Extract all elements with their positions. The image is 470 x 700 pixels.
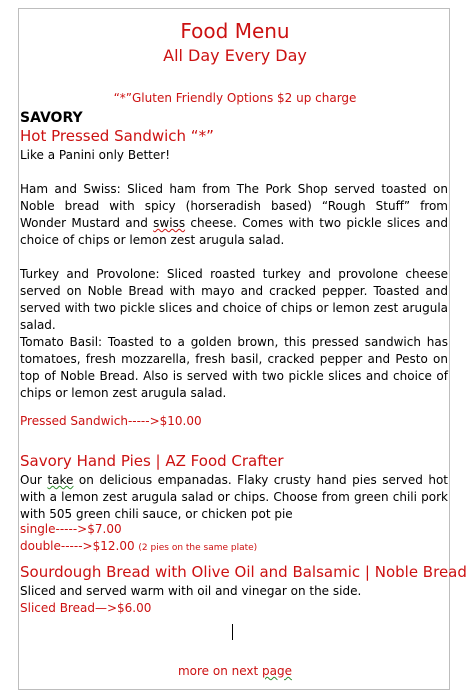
double-price: double----->$12.00 [20,539,135,553]
text-cursor [232,624,233,640]
sourdough-price: Sliced Bread—>$6.00 [20,601,152,615]
menu-title: Food Menu [180,19,290,43]
hand-pies-desc-take: take [47,473,74,487]
double-note: (2 pies on the same plate) [138,543,258,553]
hand-pies-desc-part1: Our [20,473,48,487]
hand-pies-desc-part2: on delicious empanadas. Flaky crusty hand pies served hot with a lemon zest arugula salad or chips. Choose from green chili pork with 505 green chili sauce, or chicken pot pie [20,473,448,521]
ham-desc-part2: cheese. Comes with two pickle slices and choice of chips or lemon zest arugula salad. [20,216,448,247]
tomato-basil-desc: Tomato Basil: Toasted to a golden brown, this pressed sandwich has tomatoes, fresh mozzarella, fresh basil, cracked pepper and Pesto on top of Noble Bread. Also is served with two pickle slices and choice of chips or lemon zest arugula salad. [20,335,448,400]
hand-pies-desc [20,472,448,523]
sourdough-desc: Sliced and served warm with oil and vinegar on the side. [20,584,362,598]
footer-text: more on next [177,664,263,678]
ham-swiss-desc [20,181,448,249]
sandwich-heading: Hot Pressed Sandwich “*” [20,127,214,145]
sandwich-tagline: Like a Panini only Better! [20,148,170,162]
gluten-note: “*”Gluten Friendly Options $2 up charge [113,91,357,105]
menu-subtitle: All Day Every Day [163,46,307,65]
hand-pies-single-price: single----->$7.00 [20,522,122,536]
section-heading-savory: SAVORY [20,110,83,126]
hand-pies-double-price [20,538,448,557]
turkey-provolone-desc: Turkey and Provolone: Sliced roasted turkey and provolone cheese served on Noble Bread with mayo and cracked pepper. Toasted and served with two pickle slices and choice of chips or lemon zest arugula salad. [20,267,448,332]
sourdough-heading: Sourdough Bread with Olive Oil and Balsamic | Noble Bread [20,563,467,581]
sandwich-price: Pressed Sandwich----->$10.00 [20,414,202,428]
footer-more [19,664,451,678]
ham-desc-swiss: swiss [153,216,186,230]
hand-pies-heading: Savory Hand Pies | AZ Food Crafter [20,452,284,470]
ham-desc-part1: Ham and Swiss: Sliced ham from The Pork Shop served toasted on Noble bread with spicy (horseradish based) “Rough Stuff” from Wonder Mustard and [20,182,448,230]
menu-page [18,8,467,690]
footer-page-word: page [262,664,293,678]
